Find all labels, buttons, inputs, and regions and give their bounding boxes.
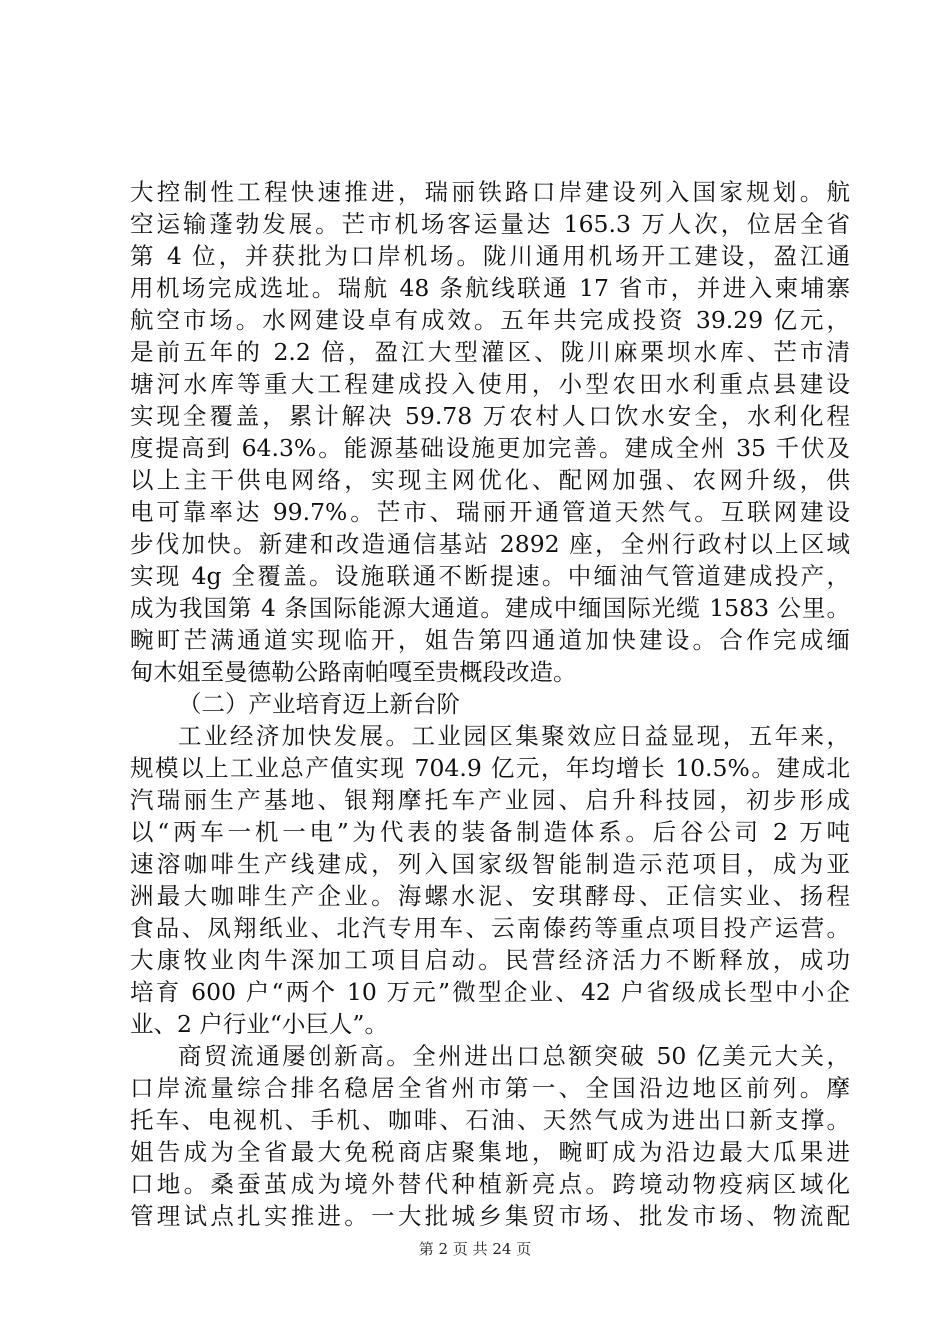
- text-line: 大控制性工程快速推进，瑞丽铁路口岸建设列入国家规划。航: [130, 178, 850, 206]
- text-line: 姐告成为全省最大免税商店聚集地，畹町成为沿边最大瓜果进: [130, 1138, 850, 1166]
- text-line: 实现全覆盖，累计解决 59.78 万农村人口饮水安全，水利化程: [130, 402, 850, 430]
- text-line: 业、2 户行业“小巨人”。: [130, 1010, 388, 1038]
- text-line: 口地。桑蚕茧成为境外替代种植新亮点。跨境动物疫病区域化: [130, 1170, 850, 1198]
- text-line: 以上主干供电网络，实现主网优化、配网加强、农网升级，供: [130, 466, 850, 494]
- text-line: 速溶咖啡生产线建成，列入国家级智能制造示范项目，成为亚: [130, 850, 850, 878]
- text-line: 培育 600 户“两个 10 万元”微型企业、42 户省级成长型中小企: [130, 978, 850, 1006]
- text-line: 工业经济加快发展。工业园区集聚效应日益显现，五年来，: [178, 722, 850, 750]
- text-line: 第 4 位，并获批为口岸机场。陇川通用机场开工建设，盈江通: [130, 242, 850, 270]
- text-line: 管理试点扎实推进。一大批城乡集贸市场、批发市场、物流配: [130, 1202, 850, 1230]
- text-line: 食品、凤翔纸业、北汽专用车、云南傣药等重点项目投产运营。: [130, 914, 850, 942]
- text-line: 实现 4g 全覆盖。设施联通不断提速。中缅油气管道建成投产，: [130, 562, 850, 590]
- text-line: 成为我国第 4 条国际能源大通道。建成中缅国际光缆 1583 公里。: [130, 594, 850, 622]
- text-line: 商贸流通屡创新高。全州进出口总额突破 50 亿美元大关，: [178, 1042, 850, 1070]
- page-number: 第 2 页 共 24 页: [418, 1240, 532, 1258]
- text-line: 航空市场。水网建设卓有成效。五年共完成投资 39.29 亿元，: [130, 306, 850, 334]
- text-line: 规模以上工业总产值实现 704.9 亿元，年均增长 10.5%。建成北: [130, 754, 850, 782]
- page-footer: [0, 1239, 950, 1259]
- text-line: 步伐加快。新建和改造通信基站 2892 座，全州行政村以上区域: [130, 530, 850, 558]
- text-line: 托车、电视机、手机、咖啡、石油、天然气成为进出口新支撑。: [130, 1106, 850, 1134]
- text-line: 用机场完成选址。瑞航 48 条航线联通 17 省市，并进入柬埔寨: [130, 274, 850, 302]
- text-line: 度提高到 64.3%。能源基础设施更加完善。建成全州 35 千伏及: [130, 434, 850, 462]
- document-body: [130, 176, 850, 1232]
- text-line: 畹町芒满通道实现临开，姐告第四通道加快建设。合作完成缅: [130, 626, 850, 654]
- text-line: 以“两车一机一电”为代表的装备制造体系。后谷公司 2 万吨: [130, 818, 850, 846]
- text-line: 大康牧业肉牛深加工项目启动。民营经济活力不断释放，成功: [130, 946, 850, 974]
- text-line: 甸木姐至曼德勒公路南帕嘎至贵概段改造。: [130, 658, 577, 686]
- text-line: 汽瑞丽生产基地、银翔摩托车产业园、启升科技园，初步形成: [130, 786, 850, 814]
- section-heading: （二）产业培育迈上新台阶: [178, 690, 460, 718]
- text-line: 塘河水库等重大工程建成投入使用，小型农田水利重点县建设: [130, 370, 850, 398]
- text-line: 洲最大咖啡生产企业。海螺水泥、安琪酵母、正信实业、扬程: [130, 882, 850, 910]
- text-line: 口岸流量综合排名稳居全省州市第一、全国沿边地区前列。摩: [130, 1074, 850, 1102]
- text-line: 空运输蓬勃发展。芒市机场客运量达 165.3 万人次，位居全省: [130, 210, 850, 238]
- text-line: 是前五年的 2.2 倍，盈江大型灌区、陇川麻栗坝水库、芒市清: [130, 338, 850, 366]
- text-line: 电可靠率达 99.7%。芒市、瑞丽开通管道天然气。互联网建设: [130, 498, 850, 526]
